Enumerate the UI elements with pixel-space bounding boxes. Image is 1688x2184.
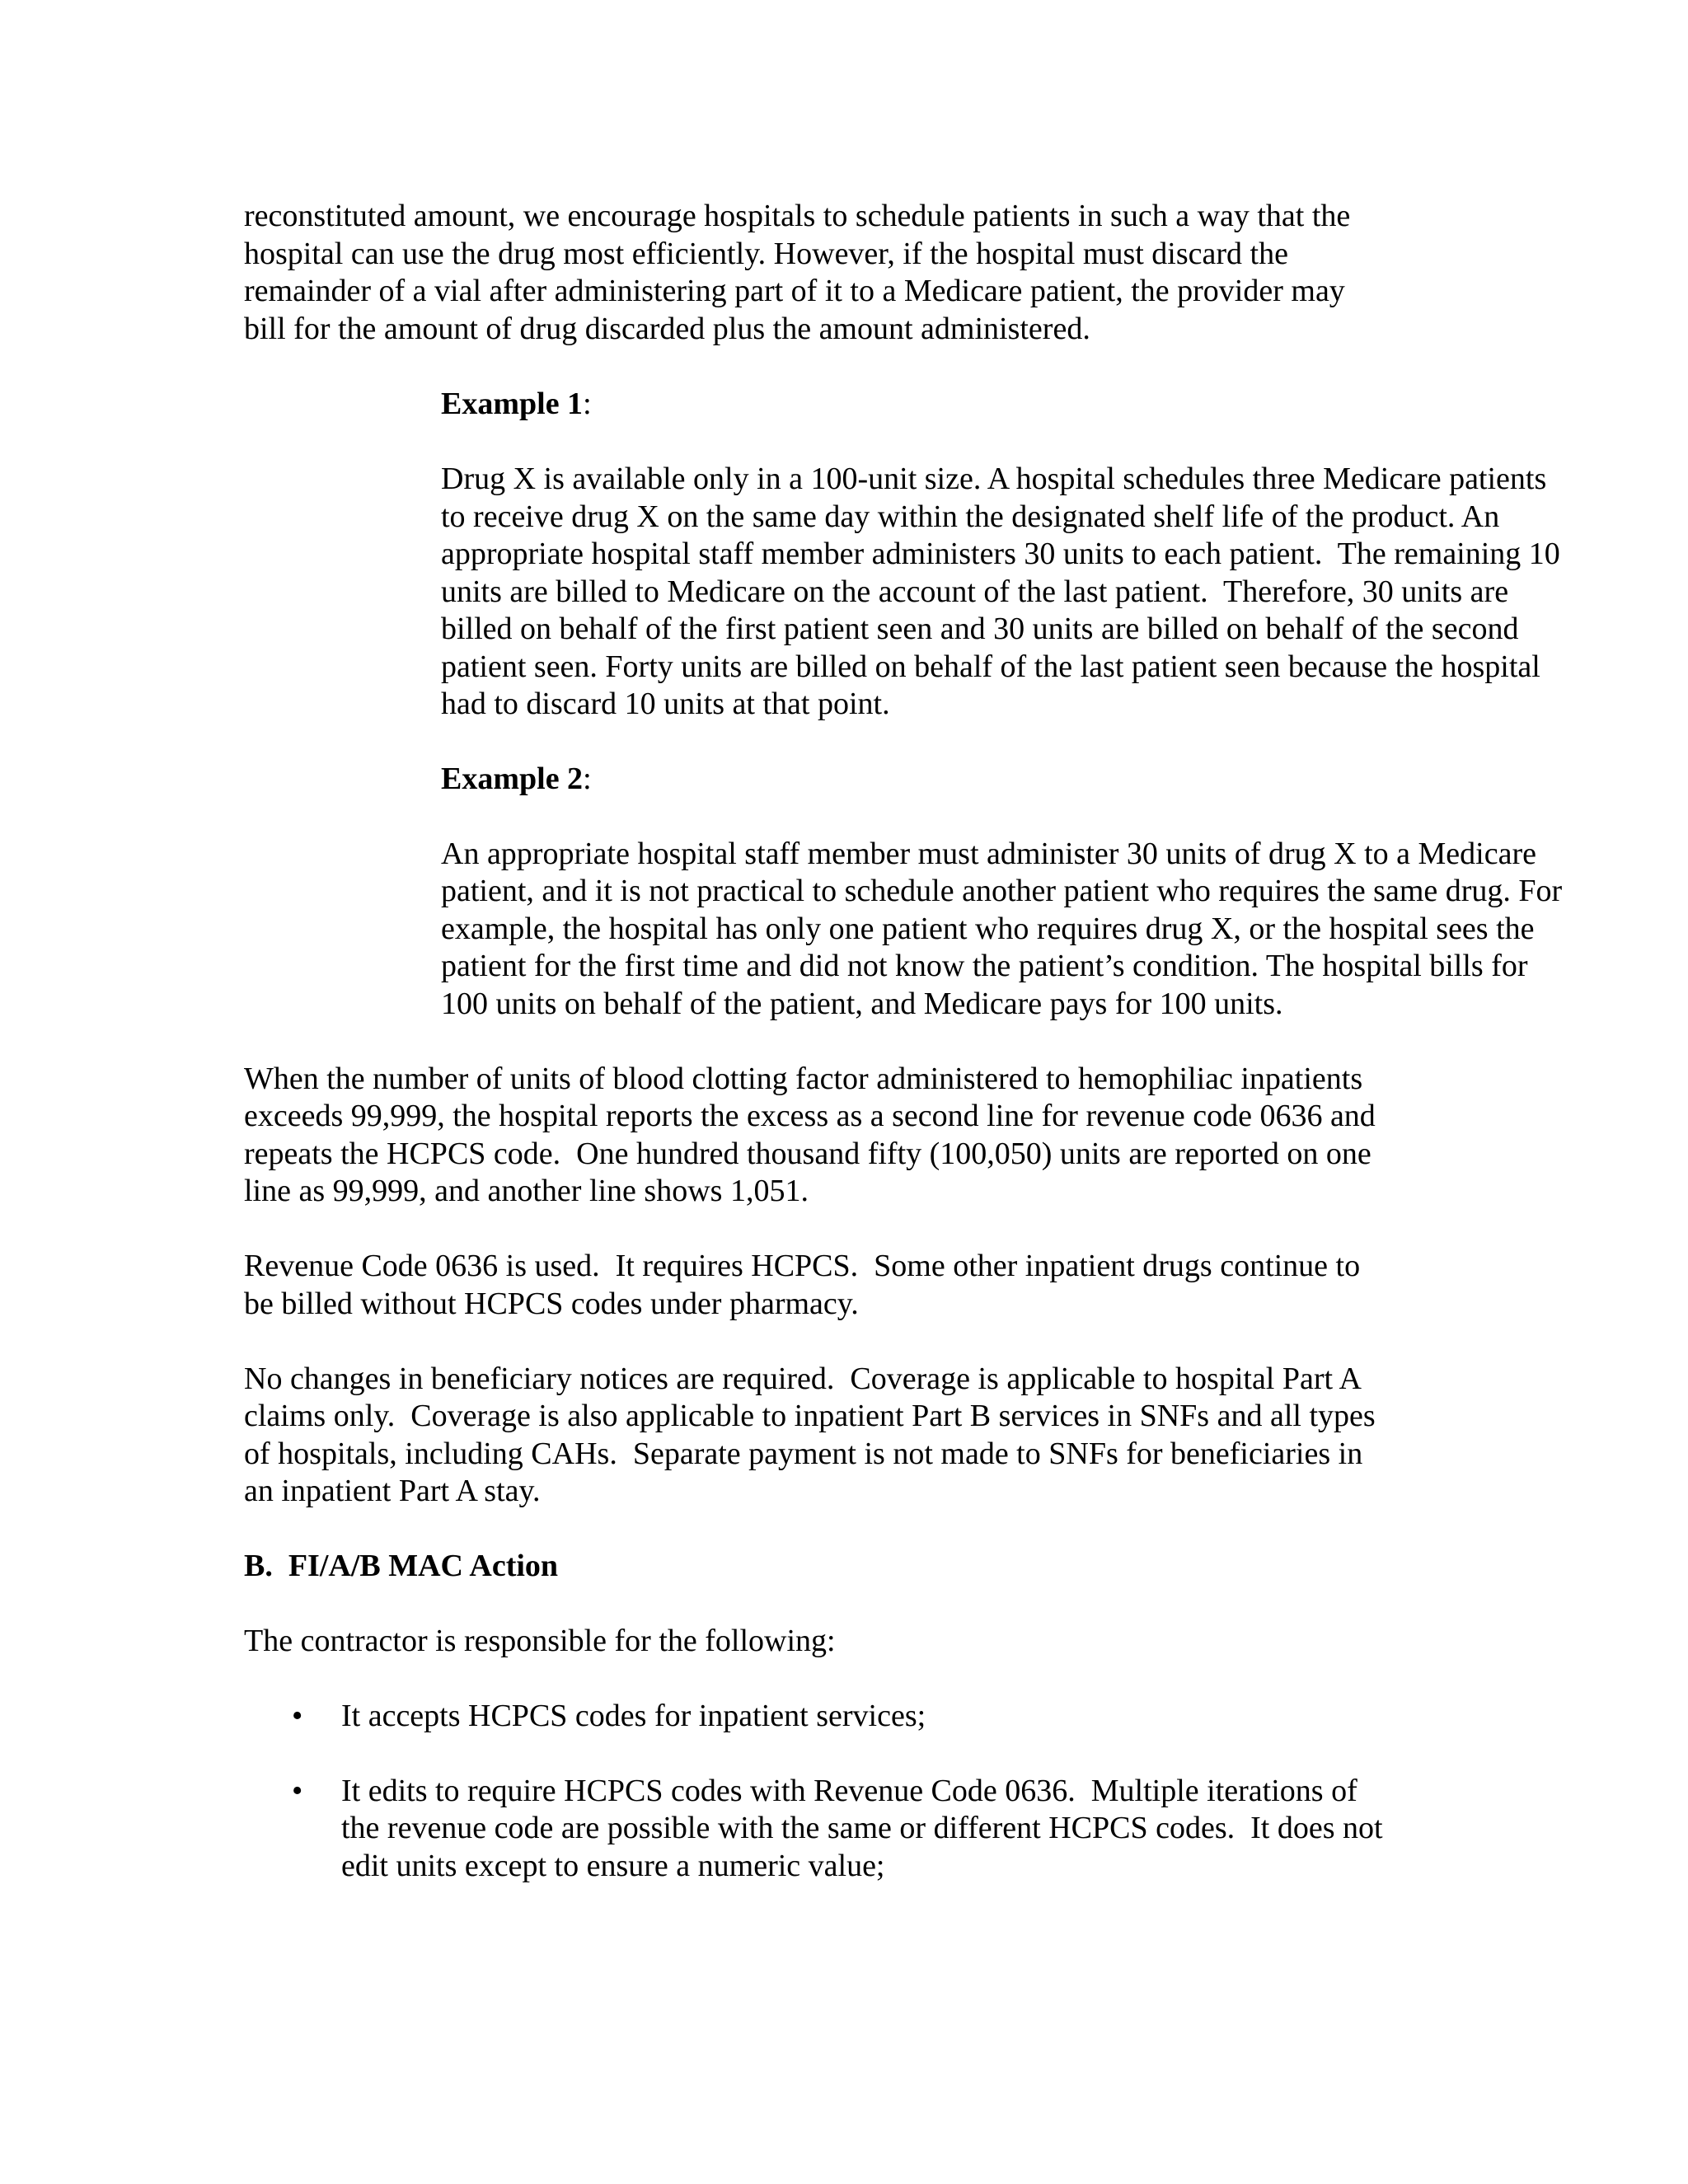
text-line: example, the hospital has only one patient who requires drug X, or the hospital sees the <box>441 912 1535 946</box>
example-heading-label: Example 1 <box>441 387 584 421</box>
example-heading-label: Example 2 <box>441 762 584 796</box>
text-line: Drug X is available only in a 100-unit size. A hospital schedules three Medicare patients <box>441 462 1547 496</box>
text-line: billed on behalf of the first patient seen and 30 units are billed on behalf of the second <box>441 612 1519 646</box>
bullet-icon: • <box>292 1774 303 1808</box>
section-heading: B. FI/A/B MAC Action <box>244 1549 559 1583</box>
text-line: remainder of a vial after administering part of it to a Medicare patient, the provider may <box>244 274 1345 308</box>
text-line: be billed without HCPCS codes under pharmacy. <box>244 1286 859 1321</box>
text-line: patient for the first time and did not know the patient’s condition. The hospital bills for <box>441 949 1528 983</box>
heading-colon: : <box>583 387 592 421</box>
text-line: bill for the amount of drug discarded plus the amount administered. <box>244 312 1090 346</box>
example-1-heading <box>441 385 592 423</box>
text-line: an inpatient Part A stay. <box>244 1474 541 1508</box>
text-line: claims only. Coverage is also applicable to inpatient Part B services in SNFs and all types <box>244 1399 1376 1433</box>
section-intro: The contractor is responsible for the following: <box>244 1624 836 1658</box>
text-line: patient, and it is not practical to schedule another patient who requires the same drug. For <box>441 874 1563 908</box>
text-line: repeats the HCPCS code. One hundred thousand fifty (100,050) units are reported on one <box>244 1137 1372 1171</box>
bullet-icon: • <box>292 1699 303 1733</box>
text-line: 100 units on behalf of the patient, and Medicare pays for 100 units. <box>441 987 1283 1021</box>
text-line: line as 99,999, and another line shows 1,051. <box>244 1174 809 1208</box>
text-line: It edits to require HCPCS codes with Revenue Code 0636. Multiple iterations of <box>341 1774 1357 1808</box>
text-line: When the number of units of blood clotting factor administered to hemophiliac inpatients <box>244 1062 1363 1096</box>
text-line: reconstituted amount, we encourage hospitals to schedule patients in such a way that the <box>244 199 1351 233</box>
text-line: hospital can use the drug most efficiently. However, if the hospital must discard the <box>244 237 1288 271</box>
text-line: of hospitals, including CAHs. Separate payment is not made to SNFs for beneficiaries in <box>244 1436 1363 1471</box>
text-line: had to discard 10 units at that point. <box>441 687 890 721</box>
text-line: units are billed to Medicare on the account of the last patient. Therefore, 30 units are <box>441 574 1509 609</box>
text-line: appropriate hospital staff member administers 30 units to each patient. The remaining 10 <box>441 537 1560 571</box>
text-line: It accepts HCPCS codes for inpatient services; <box>341 1699 926 1733</box>
example-2-heading <box>441 760 592 798</box>
text-line: patient seen. Forty units are billed on behalf of the last patient seen because the hospital <box>441 649 1540 684</box>
text-line: edit units except to ensure a numeric value; <box>341 1849 885 1883</box>
text-line: An appropriate hospital staff member must administer 30 units of drug X to a Medicare <box>441 837 1536 871</box>
text-line: exceeds 99,999, the hospital reports the excess as a second line for revenue code 0636 and <box>244 1099 1376 1133</box>
text-line: Revenue Code 0636 is used. It requires HCPCS. Some other inpatient drugs continue to <box>244 1249 1361 1283</box>
text-line: to receive drug X on the same day within the designated shelf life of the product. An <box>441 499 1500 534</box>
text-line: the revenue code are possible with the same or different HCPCS codes. It does not <box>341 1811 1383 1845</box>
text-line: No changes in beneficiary notices are required. Coverage is applicable to hospital Part A <box>244 1361 1362 1396</box>
heading-colon: : <box>583 762 592 796</box>
